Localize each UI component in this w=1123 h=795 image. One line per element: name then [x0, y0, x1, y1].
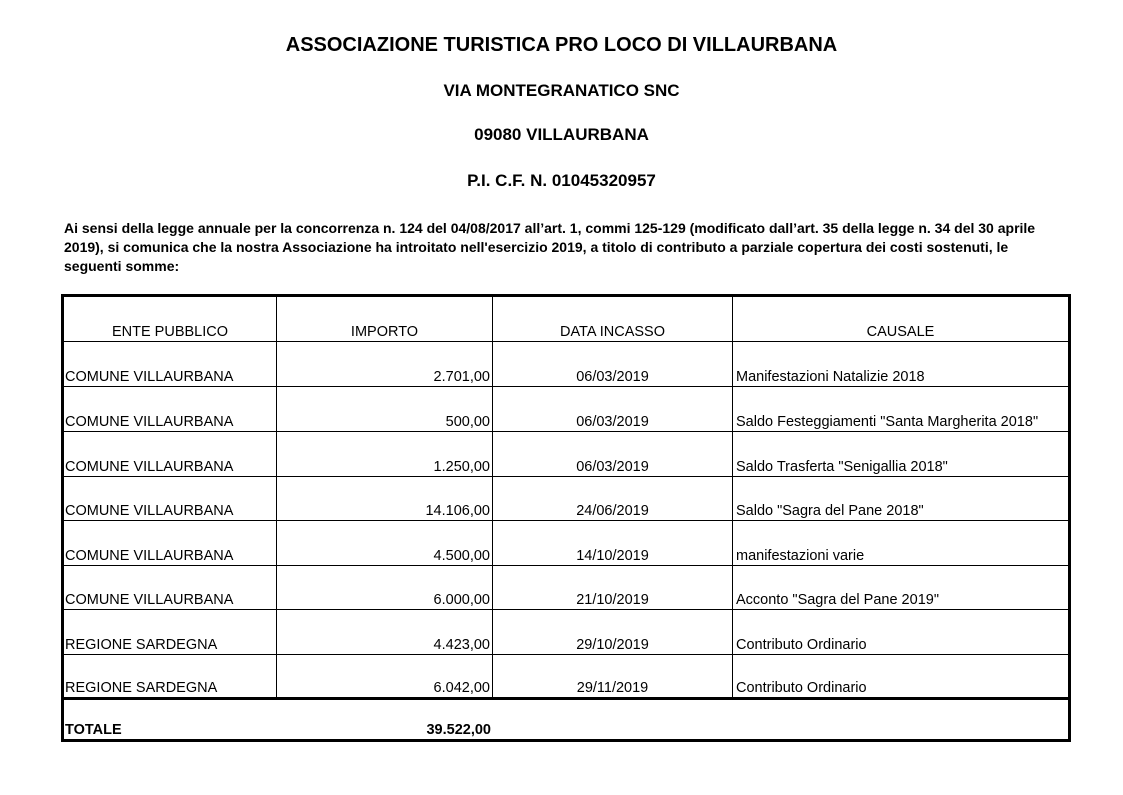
- city-line: 09080 VILLAURBANA: [474, 125, 649, 144]
- table-row: [64, 610, 1068, 654]
- ente-cell: COMUNE VILLAURBANA: [65, 369, 234, 385]
- causale-cell: Contributo Ordinario: [736, 680, 867, 696]
- causale-cell: manifestazioni varie: [736, 548, 865, 564]
- causale-cell: Manifestazioni Natalizie 2018: [736, 369, 925, 385]
- column-header-importo: IMPORTO: [350, 324, 419, 340]
- data-cell: 06/03/2019: [576, 414, 649, 430]
- tax-id-line: P.I. C.F. N. 01045320957: [467, 171, 656, 190]
- table-row: [64, 432, 1068, 476]
- data-cell: 29/10/2019: [576, 637, 649, 653]
- ente-cell: COMUNE VILLAURBANA: [65, 548, 234, 564]
- causale-cell: Saldo "Sagra del Pane 2018": [736, 503, 924, 519]
- contributions-table: [61, 294, 1071, 742]
- importo-cell: 2.701,00: [433, 369, 490, 385]
- total-label: TOTALE: [65, 722, 122, 738]
- ente-cell: COMUNE VILLAURBANA: [65, 503, 234, 519]
- ente-cell: REGIONE SARDEGNA: [65, 637, 218, 653]
- total-amount: 39.522,00: [426, 722, 491, 738]
- data-cell: 21/10/2019: [576, 592, 649, 608]
- address-line: VIA MONTEGRANATICO SNC: [443, 81, 680, 100]
- data-cell: 14/10/2019: [576, 548, 649, 564]
- table-header-row: [64, 297, 1068, 341]
- causale-cell: Contributo Ordinario: [736, 637, 867, 653]
- causale-cell: Saldo Festeggiamenti "Santa Margherita 2018": [736, 414, 1039, 430]
- causale-cell: Acconto "Sagra del Pane 2019": [736, 592, 939, 608]
- importo-cell: 14.106,00: [425, 503, 490, 519]
- ente-cell: COMUNE VILLAURBANA: [65, 459, 234, 475]
- column-header-causale: CAUSALE: [866, 324, 935, 340]
- importo-cell: 4.500,00: [433, 548, 490, 564]
- table-row: [64, 342, 1068, 386]
- table-row: [64, 387, 1068, 431]
- document-title: ASSOCIAZIONE TURISTICA PRO LOCO DI VILLAURBANA: [285, 34, 838, 56]
- ente-cell: COMUNE VILLAURBANA: [65, 592, 234, 608]
- data-cell: 06/03/2019: [576, 369, 649, 385]
- column-header-ente: ENTE PUBBLICO: [111, 324, 229, 340]
- table-row: [64, 566, 1068, 609]
- data-cell: 24/06/2019: [576, 503, 649, 519]
- table-row: [64, 655, 1068, 697]
- table-row: [64, 521, 1068, 565]
- ente-cell: REGIONE SARDEGNA: [65, 680, 218, 696]
- column-header-data: DATA INCASSO: [559, 324, 665, 340]
- importo-cell: 4.423,00: [433, 637, 490, 653]
- importo-cell: 500,00: [445, 414, 490, 430]
- causale-cell: Saldo Trasferta "Senigallia 2018": [736, 459, 948, 475]
- importo-cell: 6.042,00: [433, 680, 490, 696]
- data-cell: 06/03/2019: [576, 459, 649, 475]
- ente-cell: COMUNE VILLAURBANA: [65, 414, 234, 430]
- intro-paragraph: Ai sensi della legge annuale per la concorrenza n. 124 del 04/08/2017 all’art. 1, commi 125-129 (modificato dall’art. 35 della legge n. 34 del 30 aprile 2019), si comunica che la nostra Associazione ha introitato nell'esercizio 2019, a titolo di contributo a parziale copertura dei costi sostenuti, le seguenti somme:: [64, 220, 1036, 274]
- importo-cell: 6.000,00: [433, 592, 490, 608]
- data-cell: 29/11/2019: [576, 680, 649, 696]
- total-row: [64, 700, 1068, 739]
- table-row: [64, 477, 1068, 520]
- importo-cell: 1.250,00: [433, 459, 490, 475]
